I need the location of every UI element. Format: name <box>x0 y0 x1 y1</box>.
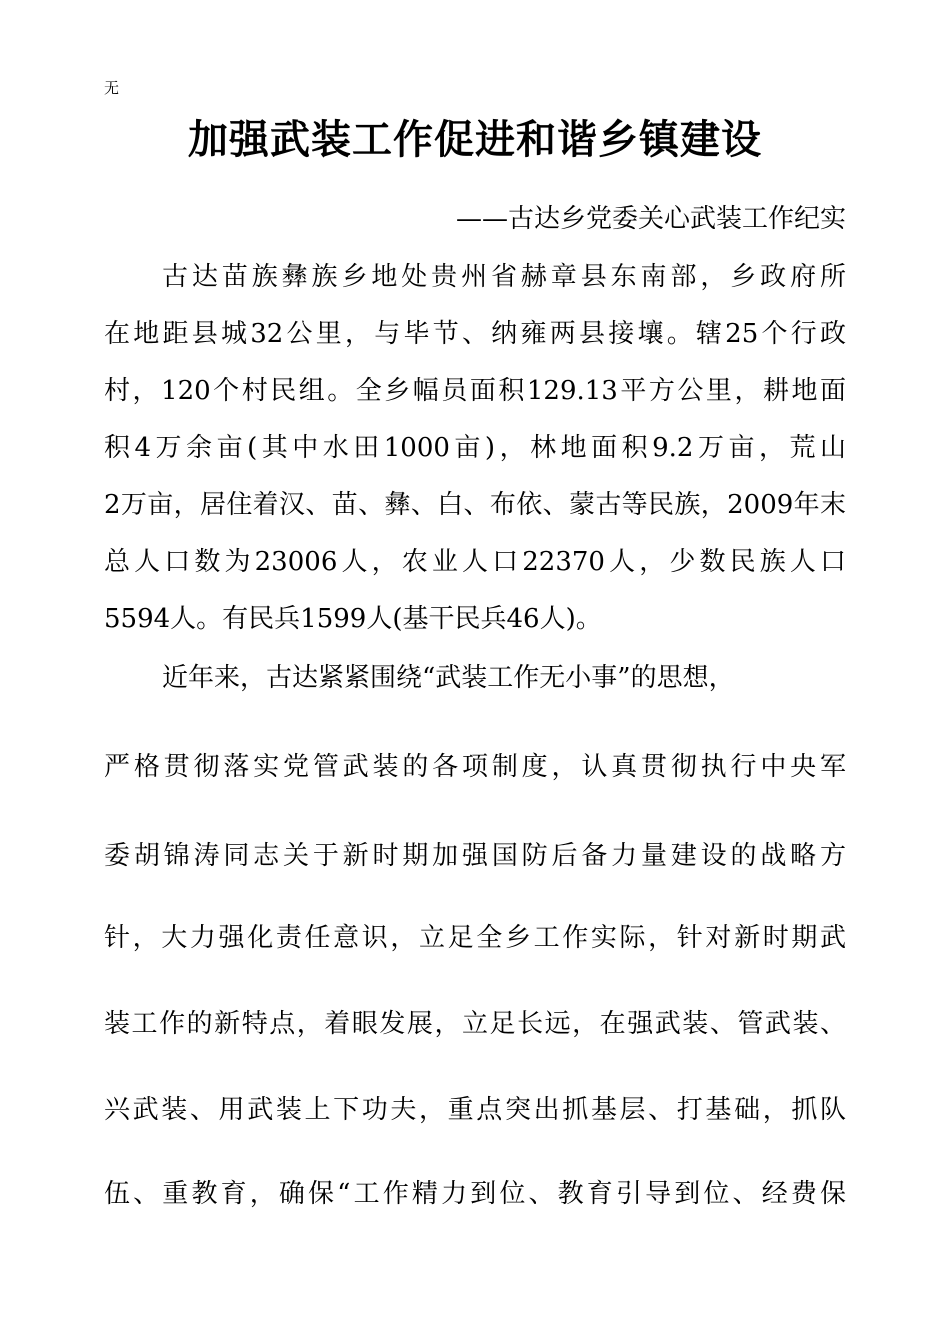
paragraph-2-line: 伍、重教育，确保“工作精力到位、教育引导到位、经费保 <box>104 1179 846 1209</box>
paragraph-1-line: 古达苗族彝族乡地处贵州省赫章县东南部，乡政府所 <box>162 262 846 292</box>
paragraph-1-line: 村，120个村民组。全乡幅员面积129.13平方公里，耕地面 <box>104 376 846 406</box>
paragraph-1-line: 在地距县城32公里，与毕节、纳雍两县接壤。辖25个行政 <box>104 319 846 349</box>
paragraph-2-line: 装工作的新特点，着眼发展，立足长远，在强武装、管武装、 <box>104 1009 846 1039</box>
paragraph-1-line: 5594人。有民兵1599人(基干民兵46人)。 <box>104 604 602 634</box>
document-subtitle: ——古达乡党委关心武装工作纪实 <box>455 204 846 234</box>
paragraph-2-line: 近年来，古达紧紧围绕“武装工作无小事”的思想， <box>162 663 735 693</box>
paragraph-1-line: 2万亩，居住着汉、苗、彝、白、布依、蒙古等民族，2009年末 <box>104 490 846 520</box>
paragraph-2-line: 兴武装、用武装上下功夫，重点突出抓基层、打基础，抓队 <box>104 1095 846 1125</box>
paragraph-2-line: 严格贯彻落实党管武装的各项制度，认真贯彻执行中央军 <box>104 752 846 782</box>
document-title: 加强武装工作促进和谐乡镇建设 <box>188 116 762 163</box>
corner-mark: 无 <box>104 79 120 97</box>
paragraph-2-line: 委胡锦涛同志关于新时期加强国防后备力量建设的战略方 <box>104 841 846 871</box>
paragraph-2-line: 针，大力强化责任意识，立足全乡工作实际，针对新时期武 <box>104 923 846 953</box>
paragraph-1-line: 积4万余亩(其中水田1000亩)，林地面积9.2万亩，荒山 <box>104 433 846 463</box>
paragraph-1-line: 总人口数为23006人，农业人口22370人，少数民族人口 <box>104 547 846 577</box>
